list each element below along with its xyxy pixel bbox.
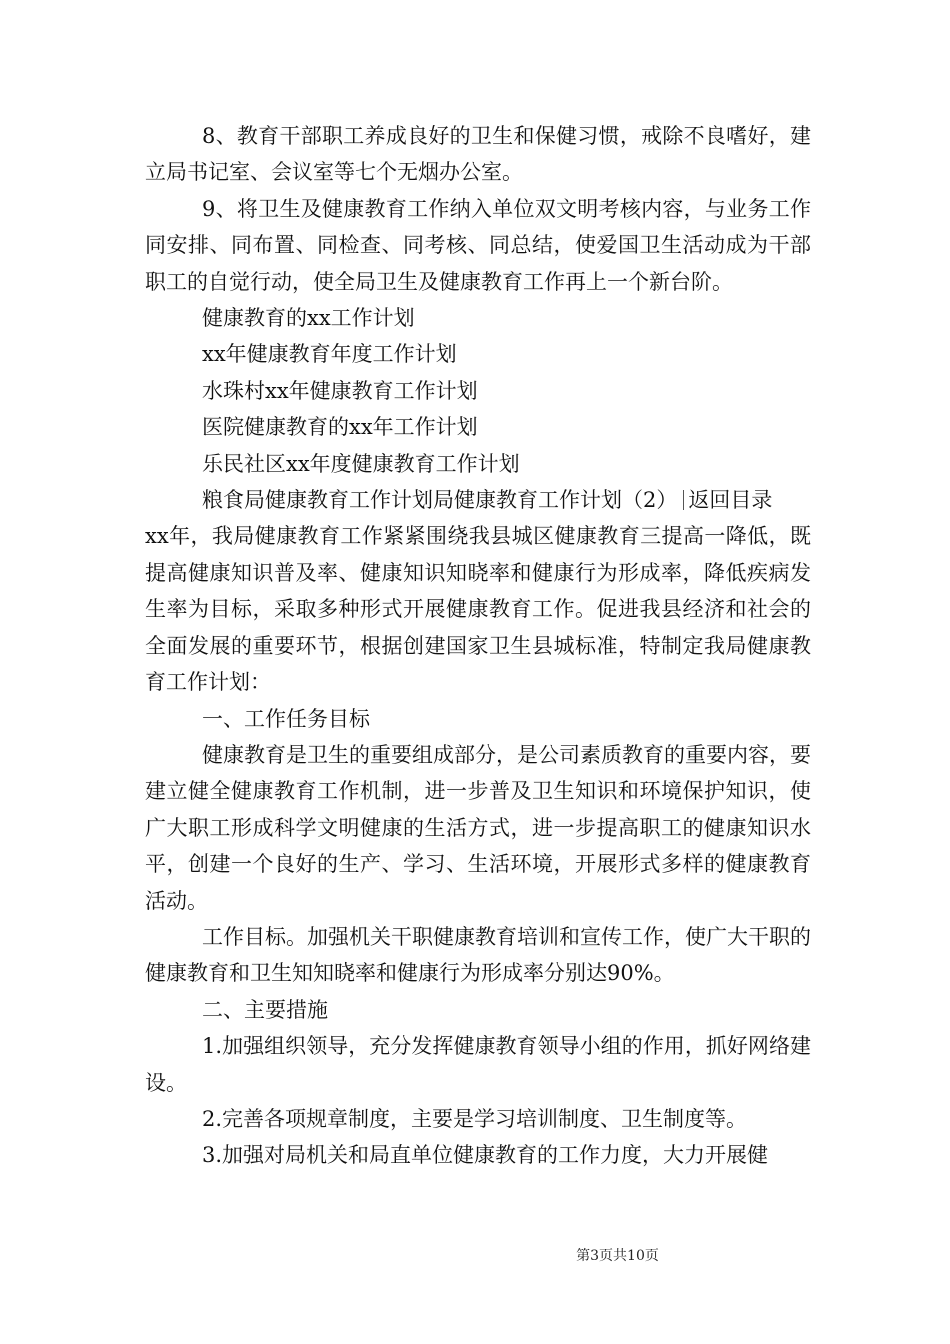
toc-line <box>145 482 811 518</box>
separator-bar <box>683 490 684 510</box>
document-page <box>145 118 811 1174</box>
section-heading-2: 二、主要措施 <box>202 997 328 1022</box>
page-footer <box>0 1245 950 1265</box>
related-title-4: 医院健康教育的xx年工作计划 <box>202 415 478 440</box>
intro-paragraph: xx年，我局健康教育工作紧紧围绕我县城区健康教育三提高一降低，既提高健康知识普及率、健康知识知晓率和健康行为形成率，降低疾病发生率为目标，采取多种形式开展健康教育工作。促进我县经济和社会的全面发展的重要环节，根据创建国家卫生县城标准，特制定我局健康教育工作计划： <box>145 524 811 695</box>
measure-item-1: 1.加强组织领导，充分发挥健康教育领导小组的作用，抓好网络建设。 <box>145 1034 811 1095</box>
related-title-3: 水珠村xx年健康教育工作计划 <box>202 378 478 403</box>
section-heading-1: 一、工作任务目标 <box>202 706 370 731</box>
related-title-1: 健康教育的xx工作计划 <box>202 306 415 331</box>
paragraph-item-9: 9、将卫生及健康教育工作纳入单位双文明考核内容，与业务工作同安排、同布置、同检查、同考核、同总结，使爱国卫生活动成为干部职工的自觉行动，使全局卫生及健康教育工作再上一个新台阶。 <box>145 196 811 294</box>
page-number: 第3页共10页 <box>576 1248 659 1264</box>
back-to-toc-link[interactable]: 返回目录 <box>688 488 773 513</box>
related-title-2: xx年健康教育年度工作计划 <box>202 342 457 367</box>
goal-paragraph: 工作目标。加强机关干职健康教育培训和宣传工作，使广大干职的健康教育和卫生知知晓率和健康行为形成率分别达90%。 <box>145 924 811 986</box>
measure-item-3: 3.加强对局机关和局直单位健康教育的工作力度，大力开展健 <box>202 1143 769 1168</box>
measure-item-2: 2.完善各项规章制度，主要是学习培训制度、卫生制度等。 <box>202 1106 748 1131</box>
related-title-5: 乐民社区xx年度健康教育工作计划 <box>202 451 520 476</box>
task-paragraph: 健康教育是卫生的重要组成部分，是公司素质教育的重要内容，要建立健全健康教育工作机制，进一步普及卫生知识和环境保护知识，使广大职工形成科学文明健康的生活方式，进一步提高职工的健康知识水平，创建一个良好的生产、学习、生活环境，开展形式多样的健康教育活动。 <box>145 742 811 913</box>
paragraph-item-8: 8、教育干部职工养成良好的卫生和保健习惯，戒除不良嗜好，建立局书记室、会议室等七个无烟办公室。 <box>145 124 811 185</box>
section-title: 粮食局健康教育工作计划局健康教育工作计划（2） <box>202 488 678 513</box>
